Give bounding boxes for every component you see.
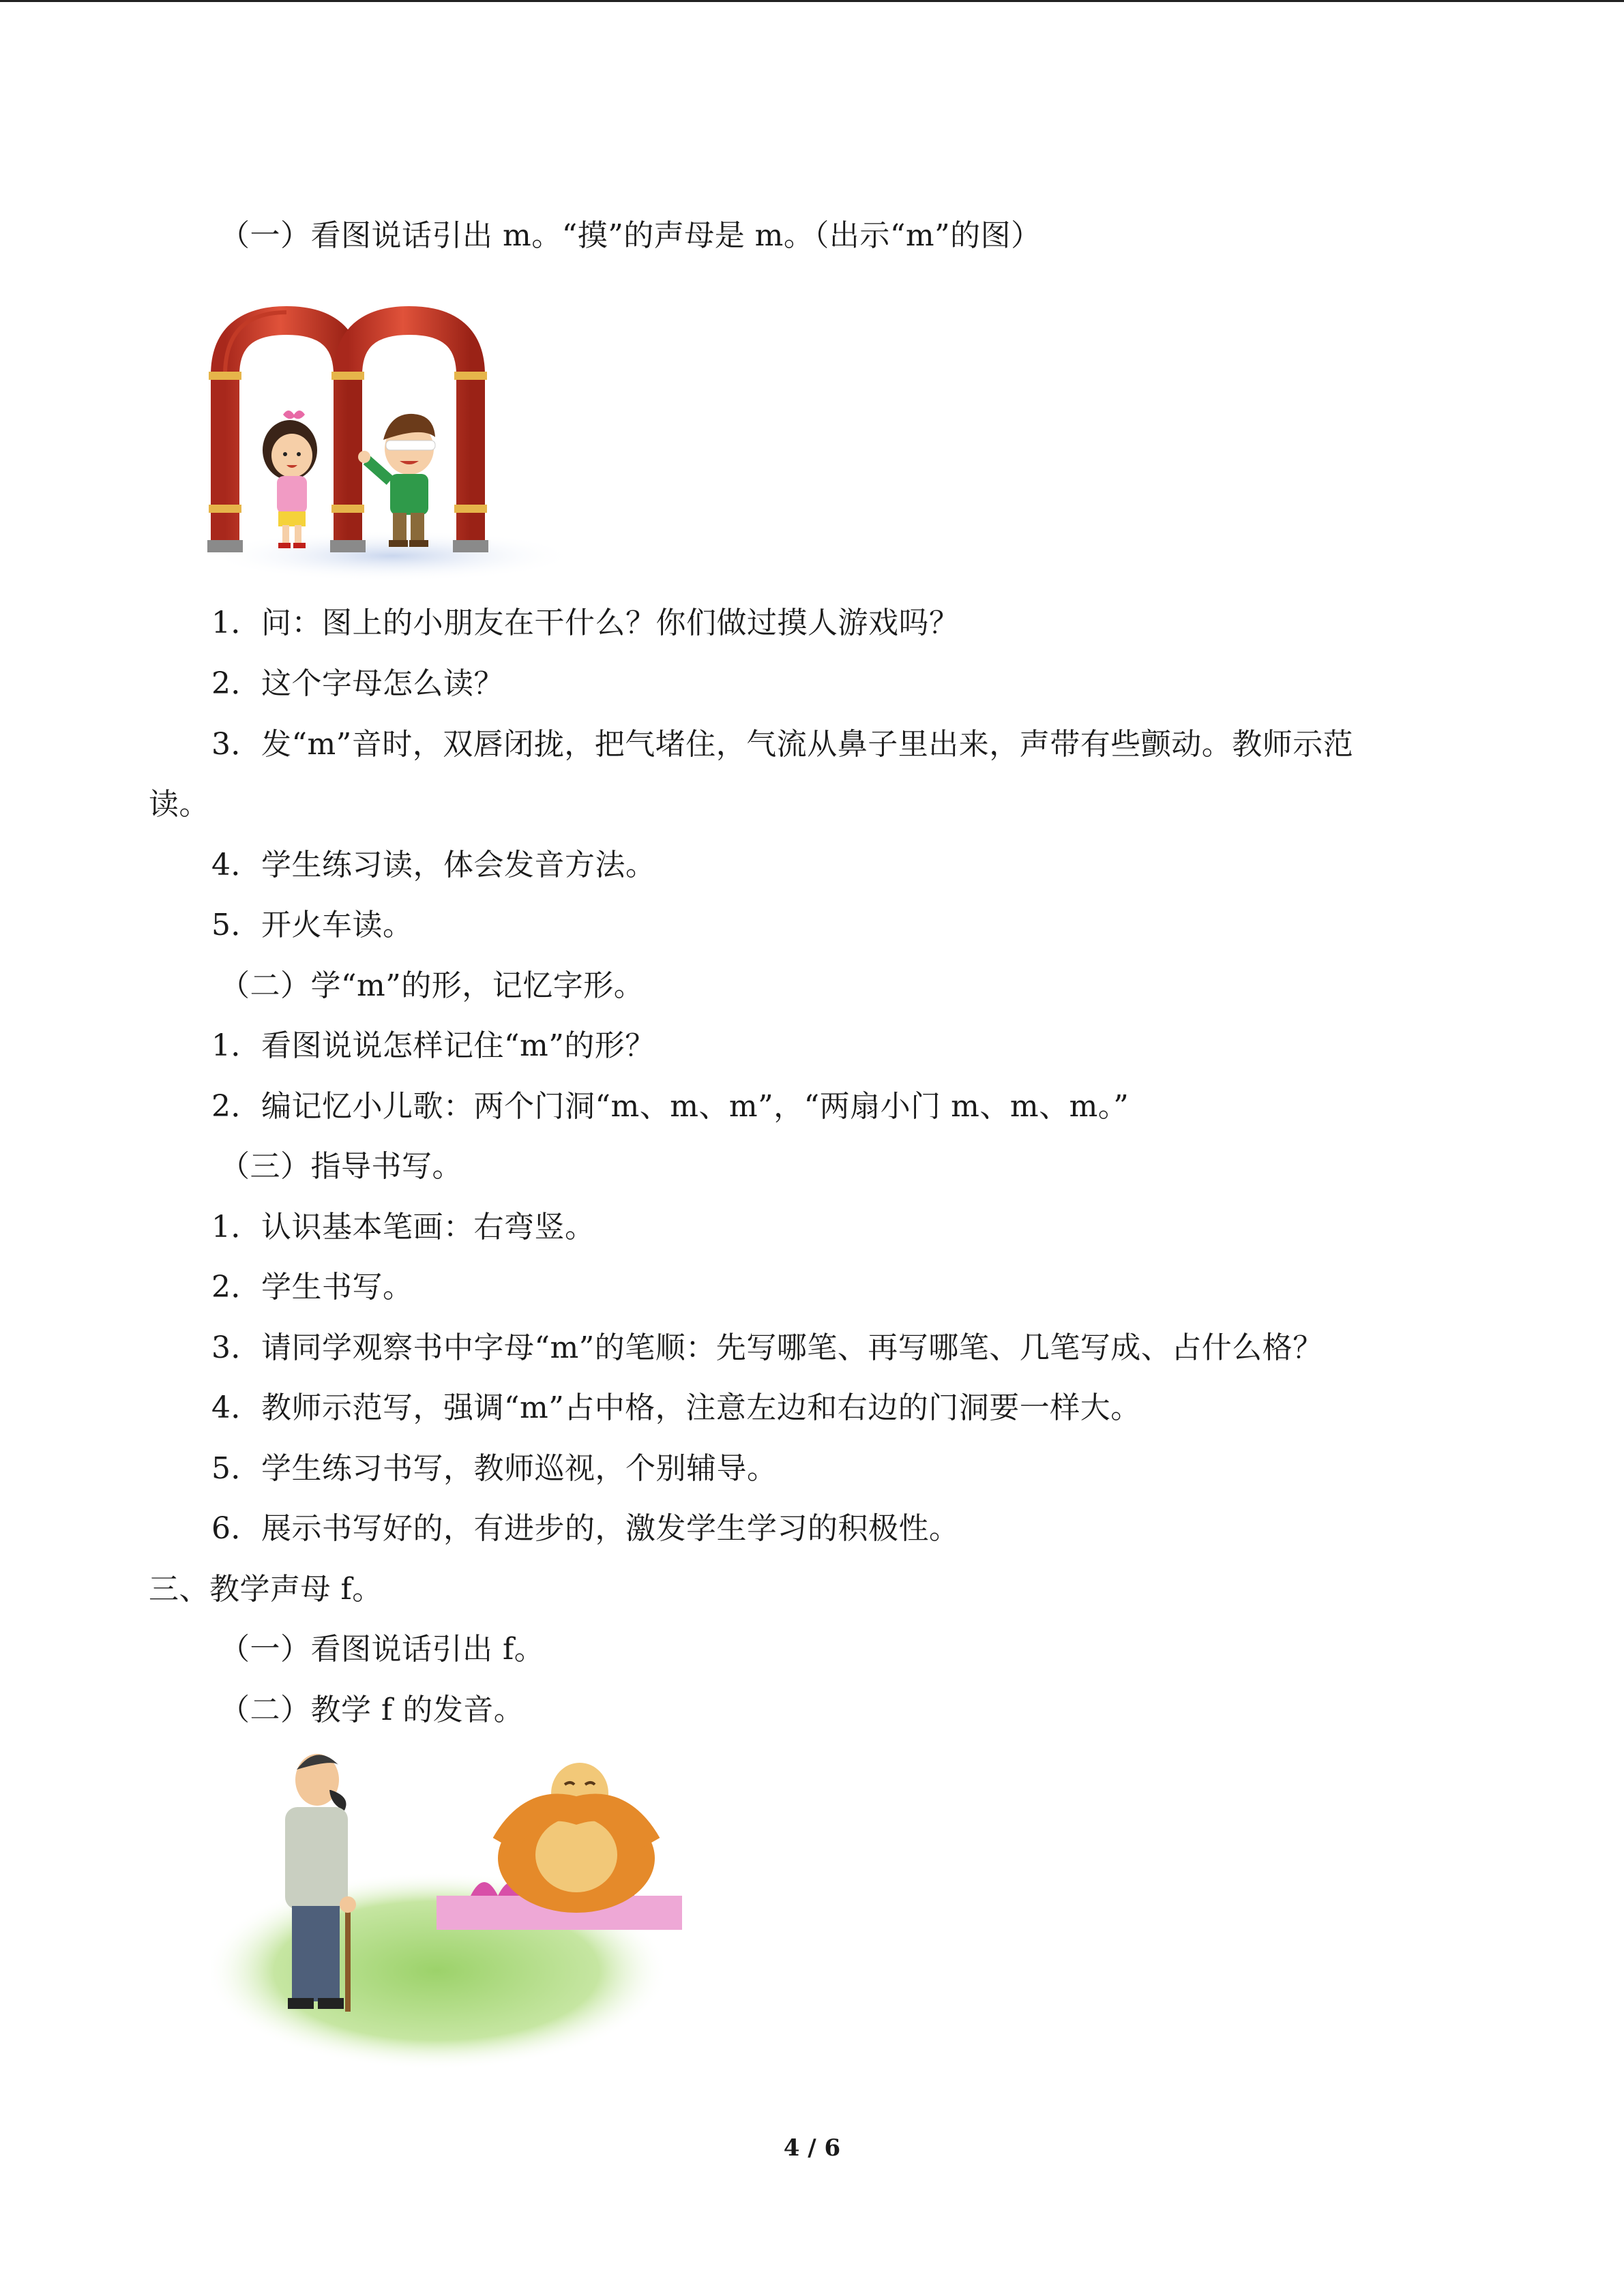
writing-item-5: 5．学生练习书写，教师巡视，个别辅导。 xyxy=(211,1451,778,1486)
old-man-and-buddha-illustration xyxy=(211,1742,703,2073)
f-subheading-1: （一）看图说话引出 f。 xyxy=(220,1632,545,1667)
writing-item-1: 1．认识基本笔画：右弯竖。 xyxy=(211,1210,595,1244)
m-question-1: 1．问：图上的小朋友在干什么？你们做过摸人游戏吗？ xyxy=(211,606,960,640)
m-question-3-cont: 读。 xyxy=(149,787,209,822)
shape-item-2: 2．编记忆小儿歌：两个门洞“m、m、m”，“两扇小门 m、m、m。” xyxy=(211,1089,1130,1124)
m-arch-illustration xyxy=(205,300,573,583)
top-border xyxy=(0,0,1624,2)
old-man-figure xyxy=(285,1754,356,2012)
subheading-writing: （三）指导书写。 xyxy=(220,1149,462,1184)
page-number: 4 / 6 xyxy=(783,2134,841,2162)
subheading-look-and-speak-m: （一）看图说话引出 m。“摸”的声母是 m。（出示“m”的图） xyxy=(220,218,1042,253)
section-heading-f: 三、教学声母 f。 xyxy=(149,1572,383,1607)
writing-item-3: 3．请同学观察书中字母“m”的笔顺：先写哪笔、再写哪笔、几笔写成、占什么格？ xyxy=(211,1330,1323,1365)
m-question-2: 2．这个字母怎么读？ xyxy=(211,666,504,701)
subheading-m-shape: （二）学“m”的形，记忆字形。 xyxy=(220,968,645,1003)
writing-item-4: 4．教师示范写，强调“m”占中格，注意左边和右边的门洞要一样大。 xyxy=(211,1390,1141,1425)
f-subheading-2: （二）教学 f 的发音。 xyxy=(220,1693,525,1727)
boy-figure xyxy=(358,414,435,547)
girl-figure xyxy=(263,411,317,548)
m-question-4: 4．学生练习读，体会发音方法。 xyxy=(211,848,656,882)
m-question-5: 5．开火车读。 xyxy=(211,908,413,942)
writing-item-6: 6．展示书写好的，有进步的，激发学生学习的积极性。 xyxy=(211,1511,960,1546)
writing-item-2: 2．学生书写。 xyxy=(211,1270,413,1304)
m-question-3: 3．发“m”音时，双唇闭拢，把气堵住，气流从鼻子里出来，声带有些颤动。教师示范 xyxy=(211,727,1354,762)
shape-item-1: 1．看图说说怎样记住“m”的形？ xyxy=(211,1028,655,1063)
